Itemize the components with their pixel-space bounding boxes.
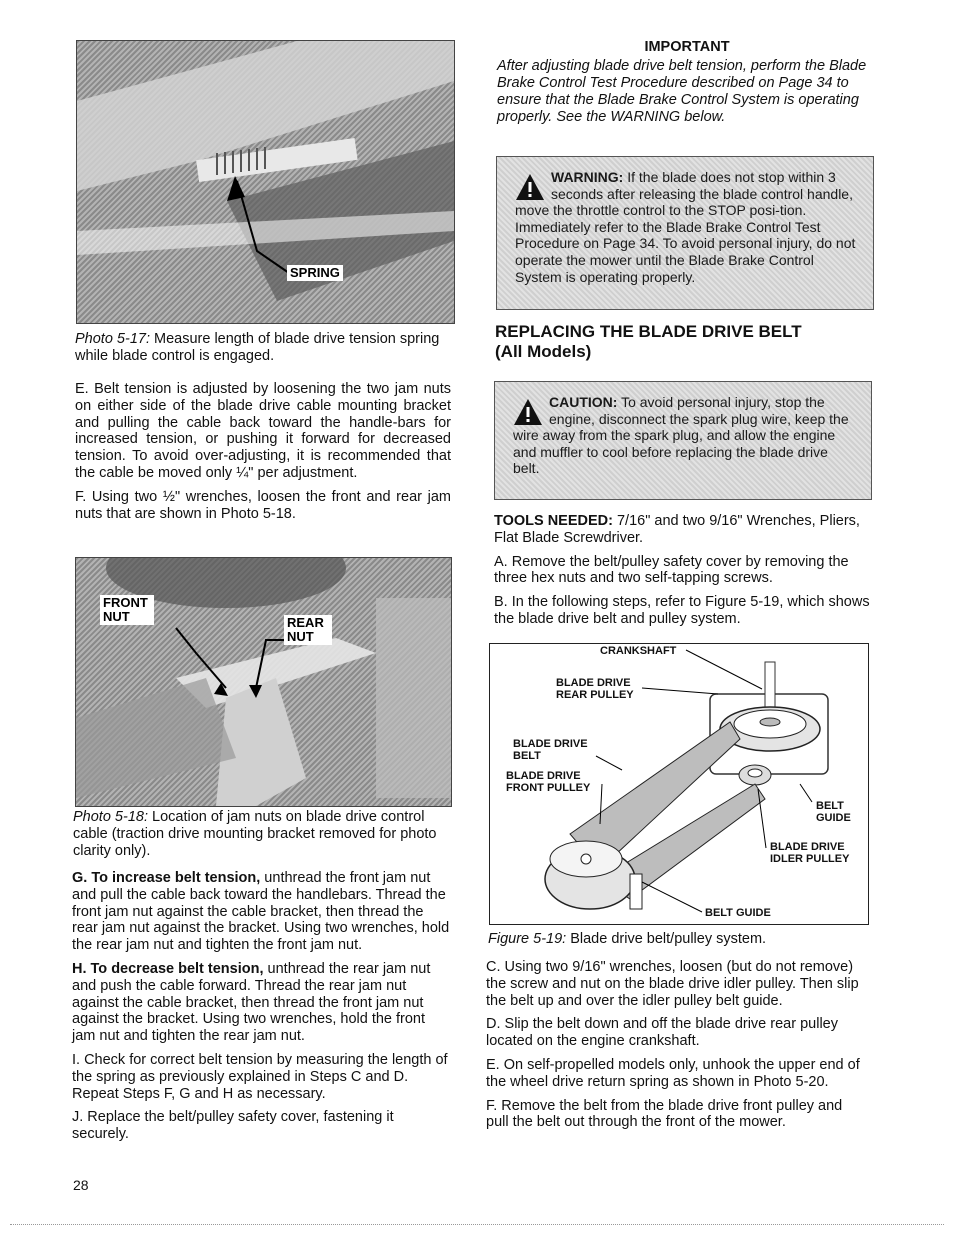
front-pulley-label: BLADE DRIVE FRONT PULLEY (506, 770, 591, 794)
photo-5-17-caption (75, 331, 455, 365)
step-h-text: unthread the rear jam nut and push the cable forward. Thread the rear jam nut against the cable bracket, then thread the front jam nut against the bracket. Using two wrenches, hold the front jam nut and tighten the rear jam nut. (72, 960, 431, 1045)
step-h-lead: H. To decrease belt tension, (72, 960, 264, 977)
caution-box (494, 381, 872, 500)
belt-guide-label-2: BELT GUIDE (705, 907, 771, 919)
figure-belt-pulley (489, 643, 869, 925)
step-h-left (72, 961, 450, 1045)
page-number: 28 (73, 1177, 89, 1193)
caution-triangle-icon (513, 398, 543, 426)
right-body-lower (486, 959, 866, 1138)
spring-label: SPRING (287, 265, 343, 281)
left-body-upper (75, 381, 451, 529)
step-f-right: F. Remove the belt from the blade drive front pulley and pull the belt out through the front of the mower. (486, 1097, 843, 1131)
step-a-right: A. Remove the belt/pulley safety cover by removing the three hex nuts and two self-tapping screws. (494, 553, 849, 587)
photo-5-18-caption-text: Location of jam nuts on blade drive control cable (traction drive mounting bracket removed for photo clarity only). (73, 809, 437, 859)
warning-box (496, 156, 874, 310)
belt-guide-label-1: BELT GUIDE (816, 800, 851, 824)
figure-5-19-caption-prefix: Figure 5-19: (488, 931, 567, 947)
photo-5-17-caption-text: Measure length of blade drive tension spring while blade control is engaged. (75, 331, 440, 364)
important-body: After adjusting blade drive belt tension, perform the Blade Brake Control Test Procedure described on Page 34 to ensure that the Blade Brake Control System is operating properly. See the WARNING below. (497, 58, 867, 125)
crankshaft-label: CRANKSHAFT (600, 645, 677, 657)
warning-triangle-icon (515, 173, 545, 201)
step-j-left: J. Replace the belt/pulley safety cover, fastening it securely. (72, 1109, 394, 1143)
rear-pulley-label: BLADE DRIVE REAR PULLEY (556, 677, 634, 701)
caution-text: To avoid personal injury, stop the engine, disconnect the spark plug wire, keep the wire away from the spark plug, and allow the engine and muffler to cool before replacing the blade drive belt. (513, 394, 849, 477)
photo-spring (76, 40, 455, 324)
section-heading (495, 322, 875, 362)
rear-nut-label: REAR NUT (284, 615, 332, 645)
photo-5-18-caption (73, 809, 453, 859)
photo-5-17-caption-prefix: Photo 5-17: (75, 331, 150, 347)
right-body-upper (494, 513, 874, 635)
step-f-left: F. Using two ½" wrenches, loosen the front and rear jam nuts that are shown in Photo 5-18. (75, 488, 451, 522)
step-d-right: D. Slip the belt down and off the blade drive rear pulley located on the engine crankshaft. (486, 1016, 838, 1050)
footer-rule (10, 1224, 944, 1225)
step-c-right: C. Using two 9/16" wrenches, loosen (but do not remove) the screw and nut on the blade drive idler pulley. Then slip the belt up and over the idler pulley belt guide. (486, 959, 859, 1009)
tools-needed (494, 513, 874, 547)
tools-lead: TOOLS NEEDED: (494, 513, 613, 529)
step-g-left (72, 870, 450, 954)
caution-lead: CAUTION: (549, 394, 618, 410)
photo-jam-nuts (75, 557, 452, 807)
step-e-left: E. Belt tension is adjusted by loosening the two jam nuts on either side of the blade drive cable mounting bracket and pulling the cable back toward the handle-bars for increased tension, or pushing it forward for decreased tension. To avoid over-adjusting, it is recommended that the cable be moved only ¼" per adjustment. (75, 381, 451, 481)
important-title: IMPORTANT (644, 39, 730, 55)
warning-text: If the blade does not stop within 3 seconds after releasing the blade control handle, move the throttle control to the STOP posi-tion. Immediately refer to the Blade Brake Control Test Procedure on Page 34. To avoid personal injury, do not operate the mower until the Blade Brake Control System is operating properly. (515, 169, 856, 285)
step-g-text: unthread the front jam nut and pull the cable back toward the handlebars. Thread the front jam nut against the cable bracket, then thread the rear jam nut against the bracket. Using two wrenches, hold the rear jam nut and tighten the front jam nut. (72, 870, 450, 954)
step-b-right: B. In the following steps, refer to Figure 5-19, which shows the blade drive belt and pulley system. (494, 594, 870, 627)
idler-pulley-label: BLADE DRIVE IDLER PULLEY (770, 841, 850, 865)
front-nut-label: FRONT NUT (100, 595, 154, 625)
step-e-right: E. On self-propelled models only, unhook the upper end of the wheel drive return spring as shown in Photo 5-20. (486, 1056, 860, 1090)
section-heading-line2: (All Models) (495, 342, 592, 361)
figure-5-19-caption (488, 931, 868, 948)
left-body-lower (72, 870, 450, 1150)
photo-5-18-caption-prefix: Photo 5-18: (73, 809, 148, 825)
photo-spring-illustration (77, 41, 454, 323)
step-i-left: I. Check for correct belt tension by measuring the length of the spring as previously explained in Steps C and D. Repeat Steps F, G and H as necessary. (72, 1051, 448, 1102)
important-note (497, 39, 877, 126)
warning-lead: WARNING: (551, 169, 624, 185)
section-heading-line1: REPLACING THE BLADE DRIVE BELT (495, 322, 802, 341)
tools-text: 7/16" and two 9/16" Wrenches, Pliers, Flat Blade Screwdriver. (494, 513, 860, 546)
figure-5-19-caption-text: Blade drive belt/pulley system. (566, 931, 767, 947)
step-g-lead: G. To increase belt tension, (72, 870, 261, 886)
belt-label: BLADE DRIVE BELT (513, 738, 588, 762)
